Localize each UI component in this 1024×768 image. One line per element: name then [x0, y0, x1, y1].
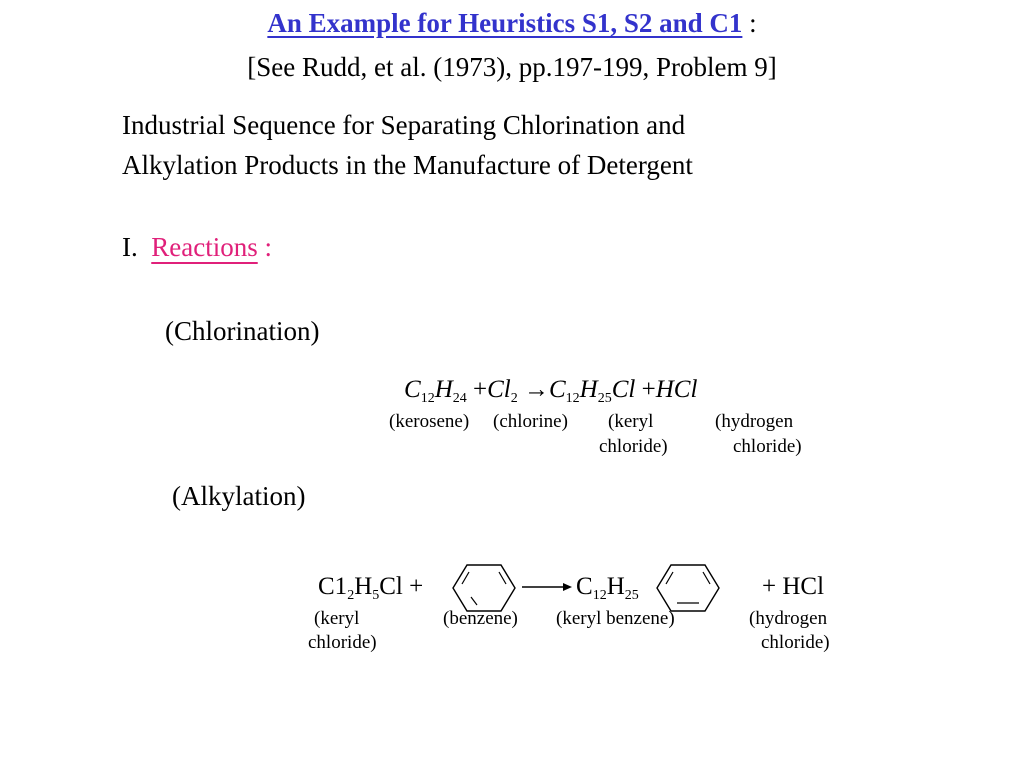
eq-cl: Cl: [487, 376, 511, 403]
eq-cl-2: Cl: [611, 376, 636, 403]
alk-r-a: C1: [318, 573, 348, 600]
reaction-arrow-icon: [522, 581, 572, 593]
alk-r-b: H: [354, 573, 373, 600]
alk-p-a-sub: 12: [592, 588, 607, 603]
section-suffix: :: [264, 232, 272, 262]
alk-plus-1: +: [409, 573, 424, 600]
alk-label-keryl-chloride-2: chloride): [308, 632, 377, 653]
alk-label-benzene: (benzene): [443, 608, 518, 629]
eq-c1-sub: 12: [420, 391, 435, 406]
eq-h1-sub: 24: [452, 391, 467, 406]
alk-label-keryl-benzene: (keryl benzene): [556, 608, 675, 629]
eq-c1: C: [404, 376, 421, 403]
eq-h1: H: [434, 376, 453, 403]
label-hydrogen-chloride-2: chloride): [733, 436, 802, 457]
alk-label-keryl-chloride-1: (keryl: [314, 608, 360, 629]
alk-p-a: C: [576, 573, 593, 600]
section-heading: [122, 232, 272, 263]
eq-hcl: HCl: [655, 376, 698, 403]
alk-r-a-sub: 2: [347, 588, 355, 603]
benzene-ring-icon: [451, 563, 517, 613]
eq-plus-1: +: [473, 376, 488, 403]
reactions-link[interactable]: Reactions: [151, 232, 258, 262]
eq-h2-sub: 25: [597, 391, 612, 406]
eq-arrow: →: [523, 376, 549, 403]
label-keryl-chloride-1: (keryl: [608, 411, 654, 432]
alk-label-hydrogen-chloride-2: chloride): [761, 632, 830, 653]
title-suffix: :: [742, 8, 757, 38]
keryl-benzene-ring-icon: [655, 563, 721, 613]
alk-r-c: Cl: [379, 573, 403, 600]
eq-h2: H: [579, 376, 598, 403]
chlorination-equation: [404, 376, 697, 407]
chlorination-heading: (Chlorination): [165, 316, 320, 346]
title-link[interactable]: An Example for Heuristics S1, S2 and C1: [267, 8, 743, 38]
reference-line: [See Rudd, et al. (1973), pp.197-199, Problem 9]: [247, 52, 777, 82]
alkylation-product: [576, 573, 639, 604]
eq-cl-sub: 2: [510, 391, 518, 406]
label-hydrogen-chloride-1: (hydrogen: [715, 411, 794, 432]
slide-title: [0, 8, 1024, 39]
label-keryl-chloride-2: chloride): [599, 436, 668, 457]
alk-r-b-sub: 5: [372, 588, 380, 603]
alkylation-heading: (Alkylation): [172, 481, 306, 511]
eq-c2: C: [548, 376, 566, 403]
label-chlorine: (chlorine): [493, 411, 568, 432]
intro-line-2: Alkylation Products in the Manufacture of Detergent: [122, 150, 693, 180]
alk-p-b-sub: 25: [624, 588, 639, 603]
alk-p-b: H: [606, 573, 625, 600]
alkylation-hcl: + HCl: [762, 573, 825, 600]
intro-line-1: Industrial Sequence for Separating Chlorination and: [122, 110, 686, 140]
alk-label-hydrogen-chloride-1: (hydrogen: [749, 608, 828, 629]
eq-c2-sub: 12: [565, 391, 580, 406]
section-number: I.: [122, 232, 138, 262]
alkylation-reactant: [318, 573, 423, 604]
label-kerosene: (kerosene): [389, 411, 470, 432]
eq-plus-2: +: [641, 376, 656, 403]
